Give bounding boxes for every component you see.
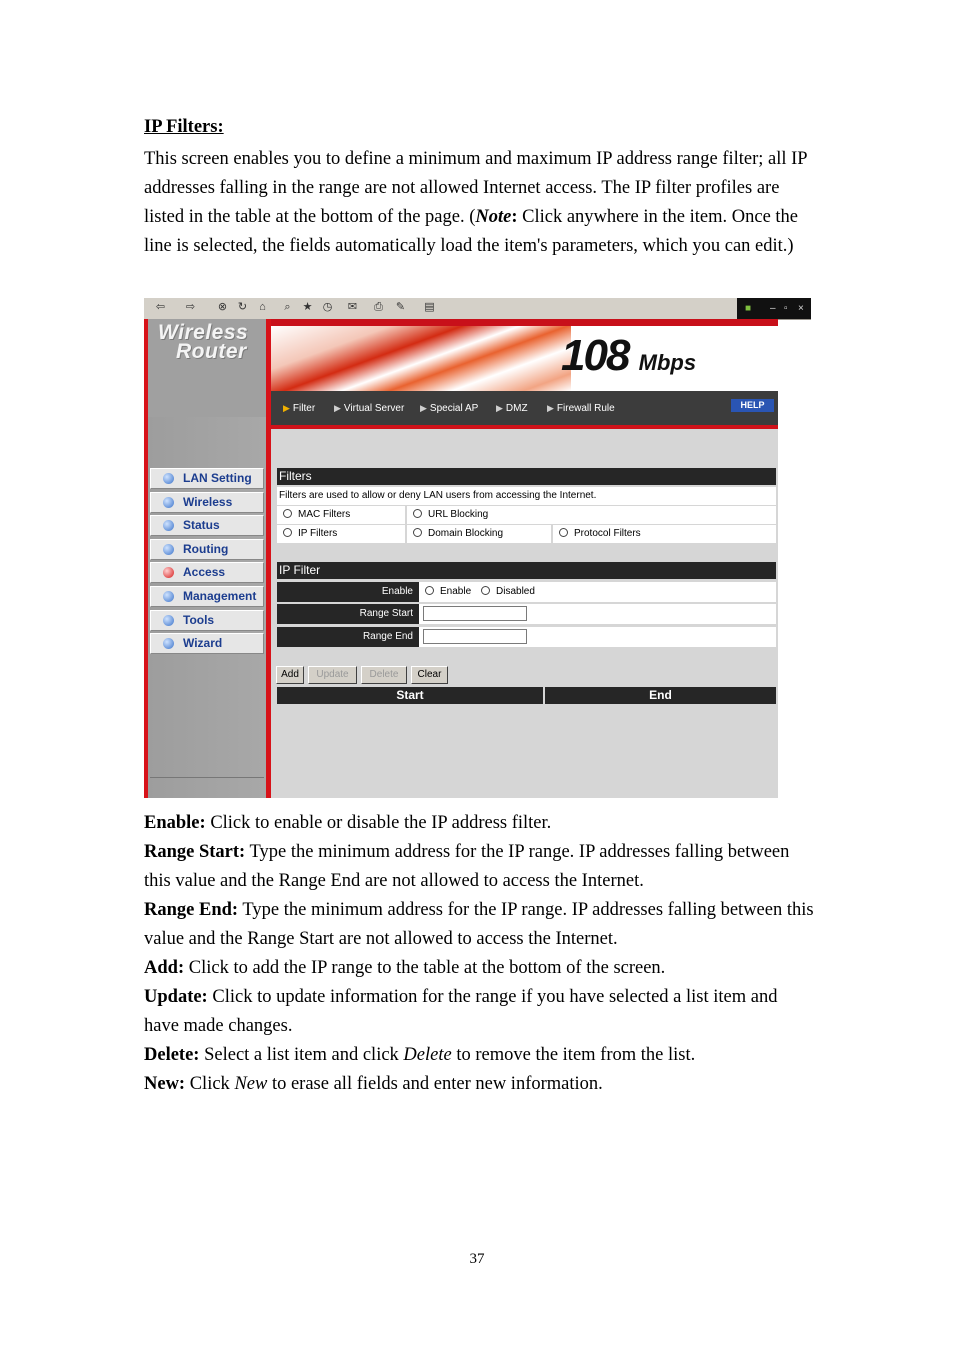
menu-lan-setting[interactable]: LAN Setting xyxy=(150,468,264,489)
left-column xyxy=(144,319,271,798)
radio-enable[interactable]: Enable xyxy=(419,582,471,602)
radio-protocol-filters[interactable]: Protocol Filters xyxy=(551,525,641,543)
window-controls xyxy=(737,298,811,319)
discuss-icon[interactable]: ▤ xyxy=(424,301,435,313)
radio-icon xyxy=(559,528,568,537)
bullet-icon xyxy=(163,615,174,626)
back-icon[interactable]: ⇦ xyxy=(155,301,166,313)
range-end-row xyxy=(277,627,776,647)
bullet-icon xyxy=(163,638,174,649)
filter-options-row-1 xyxy=(277,506,776,525)
filter-options-row-2 xyxy=(277,525,776,544)
radio-disabled[interactable]: Disabled xyxy=(475,582,535,602)
menu-access[interactable]: Access xyxy=(150,562,264,583)
radio-icon xyxy=(413,528,422,537)
browser-toolbar xyxy=(144,298,811,320)
enable-row xyxy=(277,582,776,602)
definition-enable: Enable: Click to enable or disable the IP address filter. xyxy=(144,813,552,833)
bullet-icon xyxy=(163,473,174,484)
bullet-icon xyxy=(163,544,174,555)
divider xyxy=(150,777,264,778)
top-nav xyxy=(271,391,778,425)
clear-button[interactable]: Clear xyxy=(411,666,448,684)
nav-special-ap[interactable]: ▶ Special AP xyxy=(420,403,479,414)
home-icon[interactable]: ⌂ xyxy=(259,301,266,313)
menu-tools[interactable]: Tools xyxy=(150,610,264,631)
enable-label: Enable xyxy=(277,582,419,602)
definitions-list xyxy=(144,809,814,1099)
arrow-icon: ▶ xyxy=(420,403,427,413)
minimize-button[interactable]: – xyxy=(770,303,776,314)
radio-domain-blocking[interactable]: Domain Blocking xyxy=(405,525,503,543)
close-button[interactable]: × xyxy=(798,303,804,314)
banner-stripe xyxy=(271,319,778,326)
intro-paragraph: This screen enables you to define a minimum and maximum IP address range filter; all IP addresses falling in the range are not allowed Internet access. The IP filter profiles are listed in the table at the bottom of the page. (Note: Click anywhere in the item. Once the line is selected, the fields automatically load the item's parameters, which you can edit.) xyxy=(144,149,807,256)
radio-icon xyxy=(283,528,292,537)
add-button[interactable]: Add xyxy=(276,666,304,684)
definition-update: Update: Click to update information for the range if you have selected a list item and have made changes. xyxy=(144,987,778,1036)
range-start-row xyxy=(277,604,776,624)
wireless-router-logo: Wireless Router xyxy=(158,321,249,363)
range-start-label: Range Start xyxy=(277,604,419,624)
definition-delete: Delete: Select a list item and click Delete to remove the item from the list. xyxy=(144,1045,696,1065)
table-header-end: End xyxy=(545,687,776,704)
radio-icon xyxy=(413,509,422,518)
definition-range-end: Range End: Type the minimum address for the IP range. IP addresses falling between this value and the Range Start are not allowed to access the Internet. xyxy=(144,900,814,949)
radio-icon xyxy=(425,586,434,595)
filters-title: Filters xyxy=(277,468,776,485)
range-end-label: Range End xyxy=(277,627,419,647)
bullet-icon xyxy=(163,520,174,531)
nav-filter[interactable]: ▶ Filter xyxy=(283,403,316,414)
definition-range-start: Range Start: Type the minimum address for the IP range. IP addresses falling between this value and the Range End are not allowed to access the Internet. xyxy=(144,842,790,891)
mail-icon[interactable]: ✉ xyxy=(347,301,358,313)
speed-logo: 108 Mbps xyxy=(561,331,697,380)
help-button[interactable]: HELP xyxy=(731,399,774,412)
favorites-icon[interactable]: ★ xyxy=(302,301,313,313)
menu-status[interactable]: Status xyxy=(150,515,264,536)
definition-add: Add: Click to add the IP range to the table at the bottom of the screen. xyxy=(144,958,666,978)
edit-icon[interactable]: ✎ xyxy=(395,301,406,313)
nav-virtual-server[interactable]: ▶ Virtual Server xyxy=(334,403,405,414)
print-icon[interactable]: ⎙ xyxy=(374,301,383,313)
filters-description: Filters are used to allow or deny LAN users from accessing the Internet. xyxy=(277,487,776,506)
active-bullet-icon xyxy=(163,567,174,578)
range-end-input[interactable] xyxy=(423,629,527,644)
section-heading: IP Filters: xyxy=(144,117,224,137)
radio-mac-filters[interactable]: MAC Filters xyxy=(277,506,350,524)
nav-dmz[interactable]: ▶ DMZ xyxy=(496,403,528,414)
refresh-icon[interactable]: ↻ xyxy=(237,301,248,313)
windows-logo-icon: ■ xyxy=(745,303,752,314)
table-header-start: Start xyxy=(277,687,543,704)
router-screenshot xyxy=(144,298,811,798)
banner-graphic xyxy=(271,326,571,391)
restore-button[interactable]: ▫ xyxy=(784,303,788,314)
arrow-icon: ▶ xyxy=(547,403,554,413)
forward-icon[interactable]: ⇨ xyxy=(185,301,196,313)
update-button[interactable]: Update xyxy=(308,666,357,684)
range-start-input[interactable] xyxy=(423,606,527,621)
page-number: 37 xyxy=(469,1251,485,1267)
bullet-icon xyxy=(163,497,174,508)
menu-routing[interactable]: Routing xyxy=(150,539,264,560)
note-label: Note xyxy=(475,207,512,227)
delete-button[interactable]: Delete xyxy=(361,666,407,684)
arrow-icon: ▶ xyxy=(496,403,503,413)
menu-wireless[interactable]: Wireless xyxy=(150,492,264,513)
ip-filter-title: IP Filter xyxy=(277,562,776,579)
side-menu xyxy=(150,468,264,657)
bullet-icon xyxy=(163,591,174,602)
radio-ip-filters[interactable]: IP Filters xyxy=(277,525,337,543)
banner xyxy=(271,319,778,391)
router-page xyxy=(144,319,778,798)
radio-icon xyxy=(283,509,292,518)
search-icon[interactable]: ⌕ xyxy=(284,301,291,313)
arrow-icon: ▶ xyxy=(334,403,341,413)
nav-firewall-rule[interactable]: ▶ Firewall Rule xyxy=(547,403,615,414)
arrow-icon: ▶ xyxy=(283,403,290,413)
radio-icon xyxy=(481,586,490,595)
menu-management[interactable]: Management xyxy=(150,586,264,607)
history-icon[interactable]: ◷ xyxy=(322,301,333,313)
logo-area xyxy=(148,319,266,417)
nav-underline xyxy=(271,425,778,429)
radio-url-blocking[interactable]: URL Blocking xyxy=(405,506,488,524)
definition-new: New: Click New to erase all fields and enter new information. xyxy=(144,1074,603,1094)
stop-icon[interactable]: ⊗ xyxy=(217,301,228,313)
menu-wizard[interactable]: Wizard xyxy=(150,633,264,654)
